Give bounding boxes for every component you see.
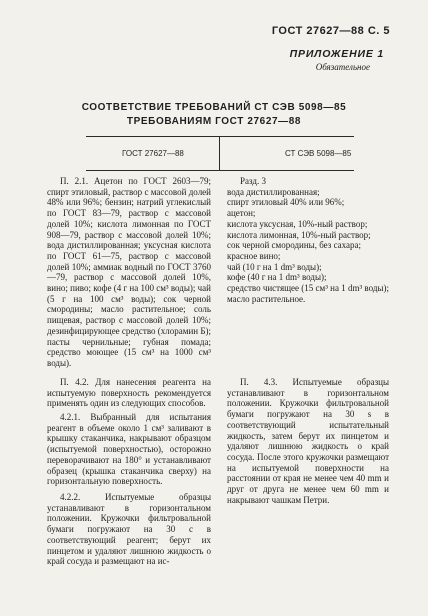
clause-4-2-2-text: 4.2.2. Испытуемые образцы устанавливают в горизонтальном положении. Кружочки фильтровальной бумаги погружают на 30 с в соответствующий реагент; берут их пинцетом и удаляют лишнюю жидкость о край сосуда и размещают на ис- — [47, 492, 211, 567]
left-paragraph-4-2-1 — [47, 412, 211, 487]
right-section-3-list — [227, 176, 389, 304]
clause-4-2-1-text: 4.2.1. Выбранный для испытания реагент в объеме около 1 см³ заливают в крышку стаканчика, накрывают образцом (испытуемой поверхностью), осторожно переворачивают на 180° и устанавливают образец (крышка стаканчика сверху) на горизонтальную поверхность. — [47, 412, 211, 487]
left-paragraph-4-2 — [47, 377, 211, 409]
column-header-gost: ГОСТ 27627—88 — [122, 149, 184, 158]
list-item: чай (10 г на 1 dm³ воды); — [227, 261, 322, 272]
list-item: масло растительное. — [227, 293, 306, 304]
document-title-line-1: СООТВЕТСТВИЕ ТРЕБОВАНИЙ СТ СЭВ 5098—85 — [81, 102, 347, 113]
document-title-line-2: ТРЕБОВАНИЯМ ГОСТ 27627—88 — [126, 116, 302, 127]
list-item: Разд. 3 — [240, 176, 266, 186]
table-column-divider — [219, 136, 220, 170]
list-item: средство чистящее (15 см³ на 1 dm³ воды); — [227, 283, 389, 294]
list-item: кислота уксусная, 10%-ный раствор; — [227, 218, 368, 229]
clause-4-2-text: П. 4.2. Для нанесения реагента на испытуемую поверхность рекомендуется применять один из следующих способов. — [47, 377, 211, 409]
appendix-title: ПРИЛОЖЕНИЕ 1 — [289, 48, 384, 60]
page-header: ГОСТ 27627—88 С. 5 — [271, 25, 390, 37]
left-paragraph-4-2-2 — [47, 492, 211, 567]
list-item: ацетон; — [227, 208, 256, 219]
column-header-st-sev: СТ СЭВ 5098—85 — [285, 149, 352, 158]
list-item: кислота лимонная, 10%-ный раствор; — [227, 229, 371, 240]
right-paragraph-4-3 — [227, 377, 389, 505]
appendix-status: Обязательное — [315, 62, 370, 72]
clause-2-1-text: П. 2.1. Ацетон по ГОСТ 2603—79; спирт этиловый, раствор с массовой долей 48% или 96%; бензин; натрий углекислый по ГОСТ 83—79, раствор с массовой долей 10%; кислота лимонная по ГОСТ 908—79, раствор с массовой долей 10%; вода дистиллированная; уксусная кислота по ГОСТ 61—75, раствор с массовой долей 10%; аммиак водный по ГОСТ 3760—79, раствор с массовой долей 10%, вино; пиво; кофе (4 г на 100 см³ воды); чай (5 г на 100 см³ воды); сок черной смородины; масло растительное; соль пищевая, раствор с массовой долей 10%; дезинфицирующее средство (хлорамин Б); пасты чернильные; губная помада; средство моющее (15 см³ на 1000 см³ воды). — [47, 176, 211, 368]
list-item: вода дистиллированная; — [227, 186, 320, 197]
list-item: кофе (40 г на 1 dm³ воды); — [227, 272, 327, 283]
list-item: спирт этиловый 40% или 96%; — [227, 197, 345, 208]
left-paragraph-2-1 — [47, 176, 211, 369]
table-header-rule — [86, 170, 354, 171]
clause-4-3-text: П. 4.3. Испытуемые образцы устанавливают в горизонтальном положении. Кружочки фильтровальной бумаги погружают на 30 s в соответствующий испытательный жидкость, затем берут их пинцетом и удаляют лишнюю жидкость о край сосуда. После этого кружочки размещают на испытуемой поверхности на расстоянии от края не менее чем 40 mm и друг от друга не менее чем 60 mm и накрывают чашкам Петри. — [227, 377, 389, 505]
table-top-rule — [86, 136, 354, 137]
list-item: сок черной смородины, без сахара; — [227, 240, 362, 251]
list-item: красное вино; — [227, 250, 281, 261]
